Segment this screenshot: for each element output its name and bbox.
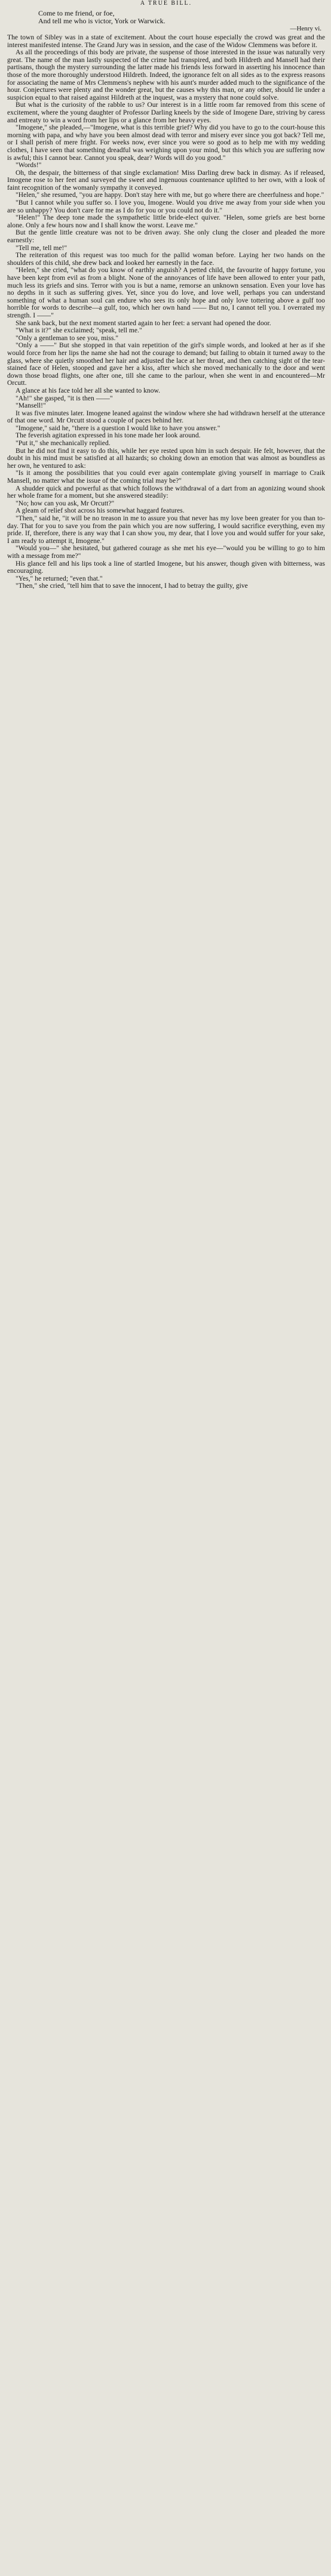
paragraph: The town of Sibley was in a state of excitement. About the court house especially the crowd was great and the interest manifested intense. The Grand Jury was in session, and the case of the Widow Clemmens was before it. [7,34,325,49]
paragraph: Oh, the despair, the bitterness of that single exclamation! Miss Darling drew back in dismay. As if released, Imogene rose to her feet and surveyed the sweet and ingenuous countenance uplifted to her own, with a look of faint recognition of the womanly sympathy it conveyed. [7,169,325,192]
paragraph: A glance at his face told her all she wanted to know. [16,387,161,394]
paragraph: "No; how can you ask, Mr Orcutt?" [16,499,115,507]
epigraph-line: And tell me who is victor, York or Warwick. [38,17,166,25]
paragraph: She sank back, but the next moment started again to her feet: a servant had opened the door. [16,319,271,327]
paragraph: A gleam of relief shot across his somewhat haggard features. [16,507,185,515]
paragraph: The feverish agitation expressed in his tone made her look around. [16,432,201,440]
article-body [7,34,325,590]
paragraph: "But I cannot while you suffer so. I love you, Imogene. Would you drive me away from your side when you are so unhappy? You don't care for me as I do for you or you could not do it." [7,199,325,214]
paragraph: His glance fell and his lips took a line of startled Imogene, but his answer, though given with bitterness, was encouraging. [7,560,325,575]
paragraph: "Then," said he, "it will be no treason in me to assure you that never has my love been greater for you than to-day. That for you to save you from the pain which you are now suffering, I would sacrifice everything, even my pride. If, therefore, there is any way that I can show you, my dear, that I love you and would suffer for your sake, I am ready to attempt it, Imogene." [7,515,325,545]
paragraph: "Tell me, tell me!" [16,244,68,252]
paragraph: "Only a gentleman to see you, miss." [16,334,119,342]
epigraph-attribution: —Henry vi. [290,25,321,32]
paragraph: "Helen!" The deep tone made the sympathetic little bride-elect quiver. "Helen, some griefs are best borne alone. Only a few hours now and I shall know the worst. Leave me." [7,214,325,229]
paragraph: "Yes," he returned; "even that." [16,575,103,582]
epigraph-line: Come to me friend, or foe, [38,9,115,17]
article-headline: A TRUE BILL. [140,0,192,7]
paragraph: "Helen," she cried, "what do you know of earthly anguish? A petted child, the favourite of happy fortune, you have been kept from evil as from a blight. None of the annoyances of life have been allowed to enter your path, much less its griefs and sins. Terror with you is but a name, remorse an unknown sensation. Even your love has no depths in it such as suffering gives. Yet, since you do love, and love well, perhaps you can understand something of what a human soul can endure who sees its only hope and only love tottering above a gulf too horrible for words to describe—a gulf, too, which her own hand —— But no, I cannot tell you. I overrated my strength. I ——" [7,267,325,319]
paragraph: "Is it among the possibilities that you could ever again contemplate giving yourself in marriage to Craik Mansell, no matter what the issue of the coming trial may be?" [7,470,325,485]
paragraph: "Then," she cried, "tell him that to save the innocent, I had to betray the guilty, give [16,582,248,590]
paragraph: "Helen," she resumed, "you are happy. Don't stay here with me, but go where there are cheerfulness and hope." [16,192,324,199]
paragraph: "Mansell!" [16,402,46,410]
paragraph: But the gentle little creature was not to be driven away. She only clung the closer and pleaded the more earnestly: [7,229,325,245]
paragraph: "Would you—" she hesitated, but gathered courage as she met his eye—"would you be willing to go to him with a message from me?" [7,545,325,560]
paragraph: "Only a ——" But she stopped in that vain repetition of the girl's simple words, and looked at her as if she would force from her lips the name she had not the courage to demand; but failing to obtain it turned away to the glass, where she quietly smoothed her hair and adjusted the lace at her throat, and then catching sight of the tear-stained face of Helen, stooped and gave her a kiss, after which she moved mechanically to the door and went down those broad flights, one after one, till she came to the parlour, when she went in and encountered—Mr Orcutt. [7,342,325,387]
paragraph: But he did not find it easy to do this, while her eye rested upon him in such despair. He felt, however, that the doubt in his mind must be satisfied at all hazards; so choking down an emotion that was almost as boundless as her own, he ventured to ask: [7,447,325,470]
paragraph: "Put it," she mechanically replied. [16,440,111,448]
paragraph: The reiteration of this request was too much for the pallid woman before. Laying her two hands on the shoulders of this child, she drew back and looked her earnestly in the face. [7,252,325,267]
paragraph: "Words!" [16,162,42,169]
paragraph: But what is the curiosity of the rabble to us? Our interest is in a little room far removed from this scene of excitement, where the young daughter of Professor Darling kneels by the side of Imogene Dare, striving by caress and entreaty to win a word from her lips or a glance from her heavy eyes. [7,101,325,124]
paragraph: As all the proceedings of this body are private, the suspense of those interested in the issue was naturally very great. The name of the man lastly suspected of the crime had transpired, and both Hildreth and Mansell had their partisans, though the mystery surrounding the latter made his friends less forward in asserting his innocence than those of the more thoroughly understood Hildreth. Indeed, the ignorance felt on all sides as to the express reasons for associating the name of Mrs Clemmens's nephew with his aunt's murder added much to the significance of the hour. Conjectures were plenty and the wonder great, but the causes why this man, or any other, should lie under a suspicion equal to that raised against Hildreth at the inquest, was a mystery that none could solve. [7,49,325,101]
paragraph: It was five minutes later. Imogene leaned against the window where she had withdrawn herself at the utterance of that one word. Mr Orcutt stood a couple of paces behind her. [7,409,325,425]
paragraph: "Ah!" she gasped, "it is then ——" [16,394,113,402]
paragraph: "What is it?" she exclaimed; "speak, tell me." [16,327,142,335]
paragraph: "Imogene," she pleaded,—"Imogene, what is this terrible grief? Why did you have to go to the court-house this morning with papa, and why have you been almost dead with terror and misery ever since you got back? Tell me, or I shall perish of mere fright. For weeks now, ever since you were so good as to help me with my wedding clothes, I have seen that something dreadful was weighing upon your mind, but this which you are suffering now is awful; this I cannot bear. Cannot you speak, dear? Words will do you good." [7,124,325,162]
paragraph: A shudder quick and powerful as that which follows the withdrawal of a dart from an agonizing wound shook her whole frame for a moment, but she answered steadily: [7,485,325,500]
paragraph: "Imogene," said he, "there is a question I would like to have you answer." [16,424,220,432]
epigraph [38,10,325,25]
